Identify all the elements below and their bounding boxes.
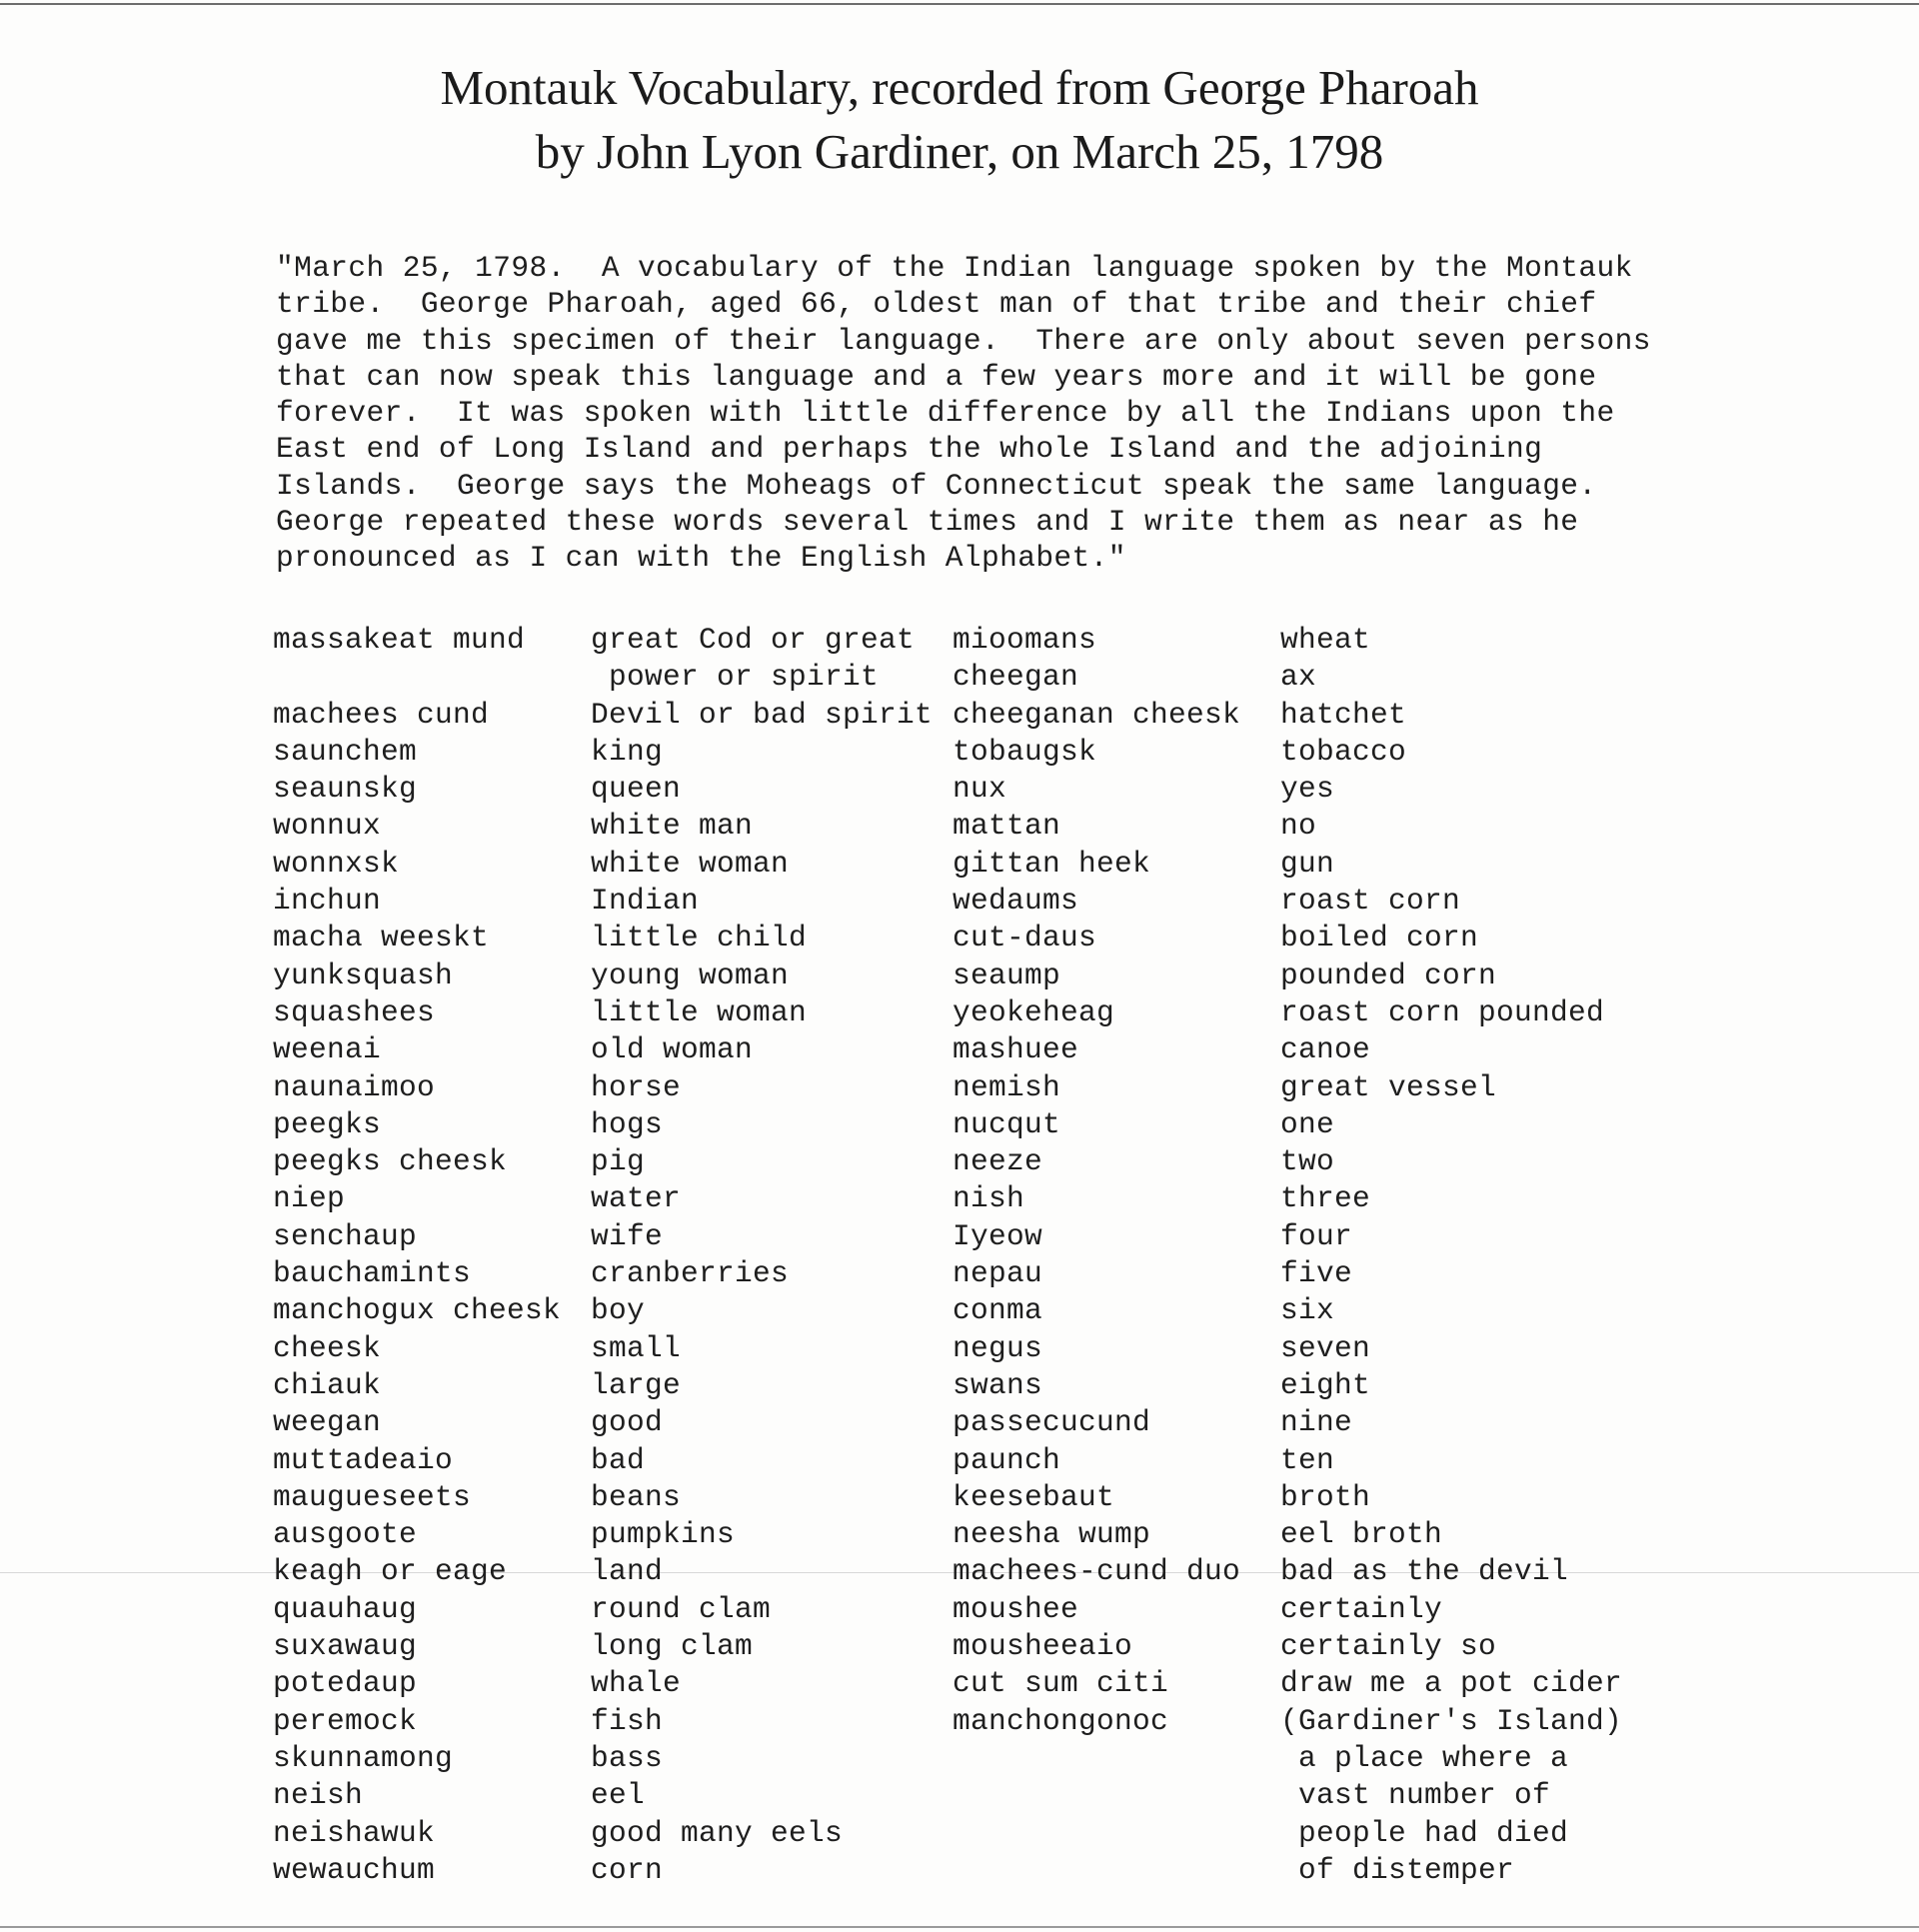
- vocab-entry: water: [591, 1181, 682, 1216]
- vocab-entry: cut-daus: [953, 921, 1097, 956]
- vocab-entry: pig: [591, 1144, 646, 1179]
- vocab-entry: good: [591, 1405, 664, 1440]
- vocab-entry: chiauk: [273, 1367, 382, 1402]
- vocab-entry: corn: [591, 1852, 664, 1887]
- intro-line: that can now speak this language and a few years more and it will be gone: [276, 359, 1597, 394]
- vocab-entry: seaump: [953, 958, 1061, 992]
- vocab-entry: great Cod or great: [591, 623, 916, 657]
- vocab-entry: quauhaug: [273, 1591, 418, 1626]
- vocab-entry: wheat: [1280, 623, 1371, 657]
- vocab-entry: ax: [1280, 660, 1317, 695]
- vocab-entry: conma: [953, 1293, 1043, 1328]
- vocab-entry: great vessel: [1280, 1069, 1497, 1104]
- vocab-entry: weegan: [273, 1405, 382, 1440]
- vocab-entry: gun: [1280, 846, 1335, 881]
- page-top-edge: [0, 3, 1919, 5]
- intro-line: Islands. George says the Moheags of Connecticut speak the same language.: [276, 468, 1597, 503]
- vocab-entry: roast corn pounded: [1280, 994, 1605, 1029]
- vocab-entry: ausgoote: [273, 1517, 418, 1552]
- vocab-entry: a place where a: [1280, 1740, 1569, 1775]
- vocab-entry: boiled corn: [1280, 921, 1479, 956]
- vocab-entry: pounded corn: [1280, 958, 1497, 992]
- vocab-entry: white man: [591, 809, 754, 844]
- vocab-entry: three: [1280, 1181, 1371, 1216]
- vocab-entry: bad: [591, 1442, 646, 1477]
- intro-line: East end of Long Island and perhaps the whole Island and the adjoining: [276, 432, 1543, 467]
- vocab-entry: broth: [1280, 1479, 1371, 1514]
- vocab-entry: draw me a pot cider: [1280, 1666, 1623, 1701]
- page-bottom-edge: [0, 1926, 1919, 1928]
- vocab-entry: mashuee: [953, 1032, 1079, 1067]
- vocab-entry: machees cund: [273, 697, 490, 732]
- vocab-entry: mattan: [953, 809, 1061, 844]
- vocab-entry: roast corn: [1280, 884, 1461, 919]
- vocab-entry: young woman: [591, 958, 790, 992]
- vocab-entry: certainly so: [1280, 1629, 1497, 1664]
- vocab-entry: fish: [591, 1703, 664, 1738]
- vocab-entry: manchogux cheesk: [273, 1293, 562, 1328]
- vocab-entry: inchun: [273, 884, 382, 919]
- vocab-entry: long clam: [591, 1629, 754, 1664]
- vocab-entry: hatchet: [1280, 697, 1407, 732]
- vocab-entry: land: [591, 1554, 664, 1589]
- vocab-entry: squashees: [273, 994, 436, 1029]
- vocab-entry: peegks: [273, 1106, 382, 1141]
- vocab-entry: hogs: [591, 1106, 664, 1141]
- vocab-entry: Indian: [591, 884, 700, 919]
- vocab-entry: cheeganan cheesk: [953, 697, 1241, 732]
- vocab-entry: muttadeaio: [273, 1442, 454, 1477]
- vocab-entry: of distemper: [1280, 1852, 1515, 1887]
- vocab-entry: round clam: [591, 1591, 772, 1626]
- vocab-entry: good many eels: [591, 1815, 844, 1850]
- vocab-entry: neishawuk: [273, 1815, 436, 1850]
- vocab-entry: ten: [1280, 1442, 1335, 1477]
- vocab-entry: gittan heek: [953, 846, 1151, 881]
- vocab-entry: old woman: [591, 1032, 754, 1067]
- vocab-entry: bauchamints: [273, 1256, 472, 1291]
- vocab-entry: certainly: [1280, 1591, 1443, 1626]
- vocab-entry: four: [1280, 1218, 1353, 1253]
- vocab-entry: Devil or bad spirit: [591, 697, 934, 732]
- vocab-column-english-2: [1280, 622, 1622, 1889]
- vocab-entry: pumpkins: [591, 1517, 736, 1552]
- vocab-entry: (Gardiner's Island): [1280, 1703, 1623, 1738]
- vocab-entry: little woman: [591, 994, 808, 1029]
- vocab-entry: vast number of: [1280, 1778, 1551, 1813]
- vocab-entry: tobacco: [1280, 734, 1407, 769]
- vocab-entry: machees-cund duo: [953, 1554, 1241, 1589]
- vocab-entry: naunaimoo: [273, 1069, 436, 1104]
- vocab-entry: cut sum citi: [953, 1666, 1169, 1701]
- vocab-entry: bass: [591, 1740, 664, 1775]
- vocab-entry: large: [591, 1367, 682, 1402]
- vocab-entry: king: [591, 734, 664, 769]
- vocab-entry: Iyeow: [953, 1218, 1043, 1253]
- vocab-entry: bad as the devil: [1280, 1554, 1569, 1589]
- vocab-entry: macha weeskt: [273, 921, 490, 956]
- vocab-column-english-1: [591, 622, 933, 1889]
- intro-line: forever. It was spoken with little difference by all the Indians upon the: [276, 396, 1615, 431]
- vocab-entry: neesha wump: [953, 1517, 1151, 1552]
- vocab-entry: yunksquash: [273, 958, 454, 992]
- vocab-entry: weenai: [273, 1032, 382, 1067]
- vocab-entry: eel: [591, 1778, 646, 1813]
- vocab-entry: nemish: [953, 1069, 1061, 1104]
- vocab-entry: negus: [953, 1330, 1043, 1365]
- intro-line: George repeated these words several times and I write them as near as he: [276, 505, 1579, 540]
- vocab-entry: no: [1280, 809, 1317, 844]
- title-line-2: by John Lyon Gardiner, on March 25, 1798: [535, 124, 1384, 179]
- vocab-entry: six: [1280, 1293, 1335, 1328]
- vocab-entry: five: [1280, 1256, 1353, 1291]
- vocab-entry: eel broth: [1280, 1517, 1443, 1552]
- vocab-entry: manchongonoc: [953, 1703, 1169, 1738]
- vocab-entry: seaunskg: [273, 772, 418, 807]
- vocab-entry: small: [591, 1330, 682, 1365]
- vocab-entry: keesebaut: [953, 1479, 1115, 1514]
- vocab-entry: boy: [591, 1293, 646, 1328]
- vocab-entry: cranberries: [591, 1256, 790, 1291]
- vocab-entry: wonnxsk: [273, 846, 400, 881]
- vocab-entry: tobaugsk: [953, 734, 1097, 769]
- vocab-column-indian-1: [273, 622, 561, 1889]
- vocab-entry: swans: [953, 1367, 1043, 1402]
- vocab-entry: wife: [591, 1218, 664, 1253]
- vocab-entry: nux: [953, 772, 1007, 807]
- vocab-entry: beans: [591, 1479, 682, 1514]
- vocab-entry: wewauchum: [273, 1852, 436, 1887]
- vocab-entry: people had died: [1280, 1815, 1569, 1850]
- vocab-entry: horse: [591, 1069, 682, 1104]
- intro-line: "March 25, 1798. A vocabulary of the Indian language spoken by the Montauk: [276, 251, 1633, 285]
- vocab-entry: saunchem: [273, 734, 418, 769]
- vocab-entry: paunch: [953, 1442, 1061, 1477]
- vocab-entry: peremock: [273, 1703, 418, 1738]
- vocab-entry: wedaums: [953, 884, 1079, 919]
- intro-quote: [276, 250, 1675, 577]
- vocab-entry: cheegan: [953, 660, 1079, 695]
- vocab-entry: queen: [591, 772, 682, 807]
- vocab-entry: nine: [1280, 1405, 1353, 1440]
- vocab-entry: two: [1280, 1144, 1335, 1179]
- vocab-entry: neish: [273, 1778, 364, 1813]
- vocab-entry: mousheeaio: [953, 1629, 1133, 1664]
- vocab-entry: one: [1280, 1106, 1335, 1141]
- vocab-column-indian-2: [953, 622, 1240, 1740]
- vocab-entry: power or spirit: [591, 660, 880, 695]
- vocab-entry: canoe: [1280, 1032, 1371, 1067]
- vocab-entry: nepau: [953, 1256, 1043, 1291]
- vocab-entry: passecucund: [953, 1405, 1151, 1440]
- vocab-entry: keagh or eage: [273, 1554, 508, 1589]
- intro-line: gave me this specimen of their language. There are only about seven persons: [276, 323, 1651, 358]
- vocab-entry: white woman: [591, 846, 790, 881]
- intro-line: pronounced as I can with the English Alphabet.": [276, 541, 1126, 576]
- vocab-entry: maugueseets: [273, 1479, 472, 1514]
- vocab-entry: potedaup: [273, 1666, 418, 1701]
- document-title: [0, 56, 1919, 184]
- vocab-entry: mioomans: [953, 623, 1097, 657]
- vocab-entry: yeokeheag: [953, 994, 1115, 1029]
- vocab-entry: eight: [1280, 1367, 1371, 1402]
- vocab-entry: cheesk: [273, 1330, 382, 1365]
- vocab-entry: seven: [1280, 1330, 1371, 1365]
- vocab-entry: senchaup: [273, 1218, 418, 1253]
- vocab-entry: moushee: [953, 1591, 1079, 1626]
- vocab-entry: niep: [273, 1181, 346, 1216]
- vocab-entry: neeze: [953, 1144, 1043, 1179]
- vocab-entry: wonnux: [273, 809, 382, 844]
- vocab-entry: whale: [591, 1666, 682, 1701]
- vocab-entry: little child: [591, 921, 808, 956]
- vocab-entry: [273, 659, 561, 696]
- vocab-entry: skunnamong: [273, 1740, 454, 1775]
- vocab-entry: massakeat mund: [273, 623, 526, 657]
- vocab-entry: nish: [953, 1181, 1025, 1216]
- intro-line: tribe. George Pharoah, aged 66, oldest man of that tribe and their chief: [276, 287, 1597, 322]
- vocab-entry: suxawaug: [273, 1629, 418, 1664]
- vocab-entry: nucqut: [953, 1106, 1061, 1141]
- vocab-entry: yes: [1280, 772, 1335, 807]
- title-line-1: Montauk Vocabulary, recorded from George Pharoah: [440, 60, 1479, 115]
- vocab-entry: peegks cheesk: [273, 1144, 508, 1179]
